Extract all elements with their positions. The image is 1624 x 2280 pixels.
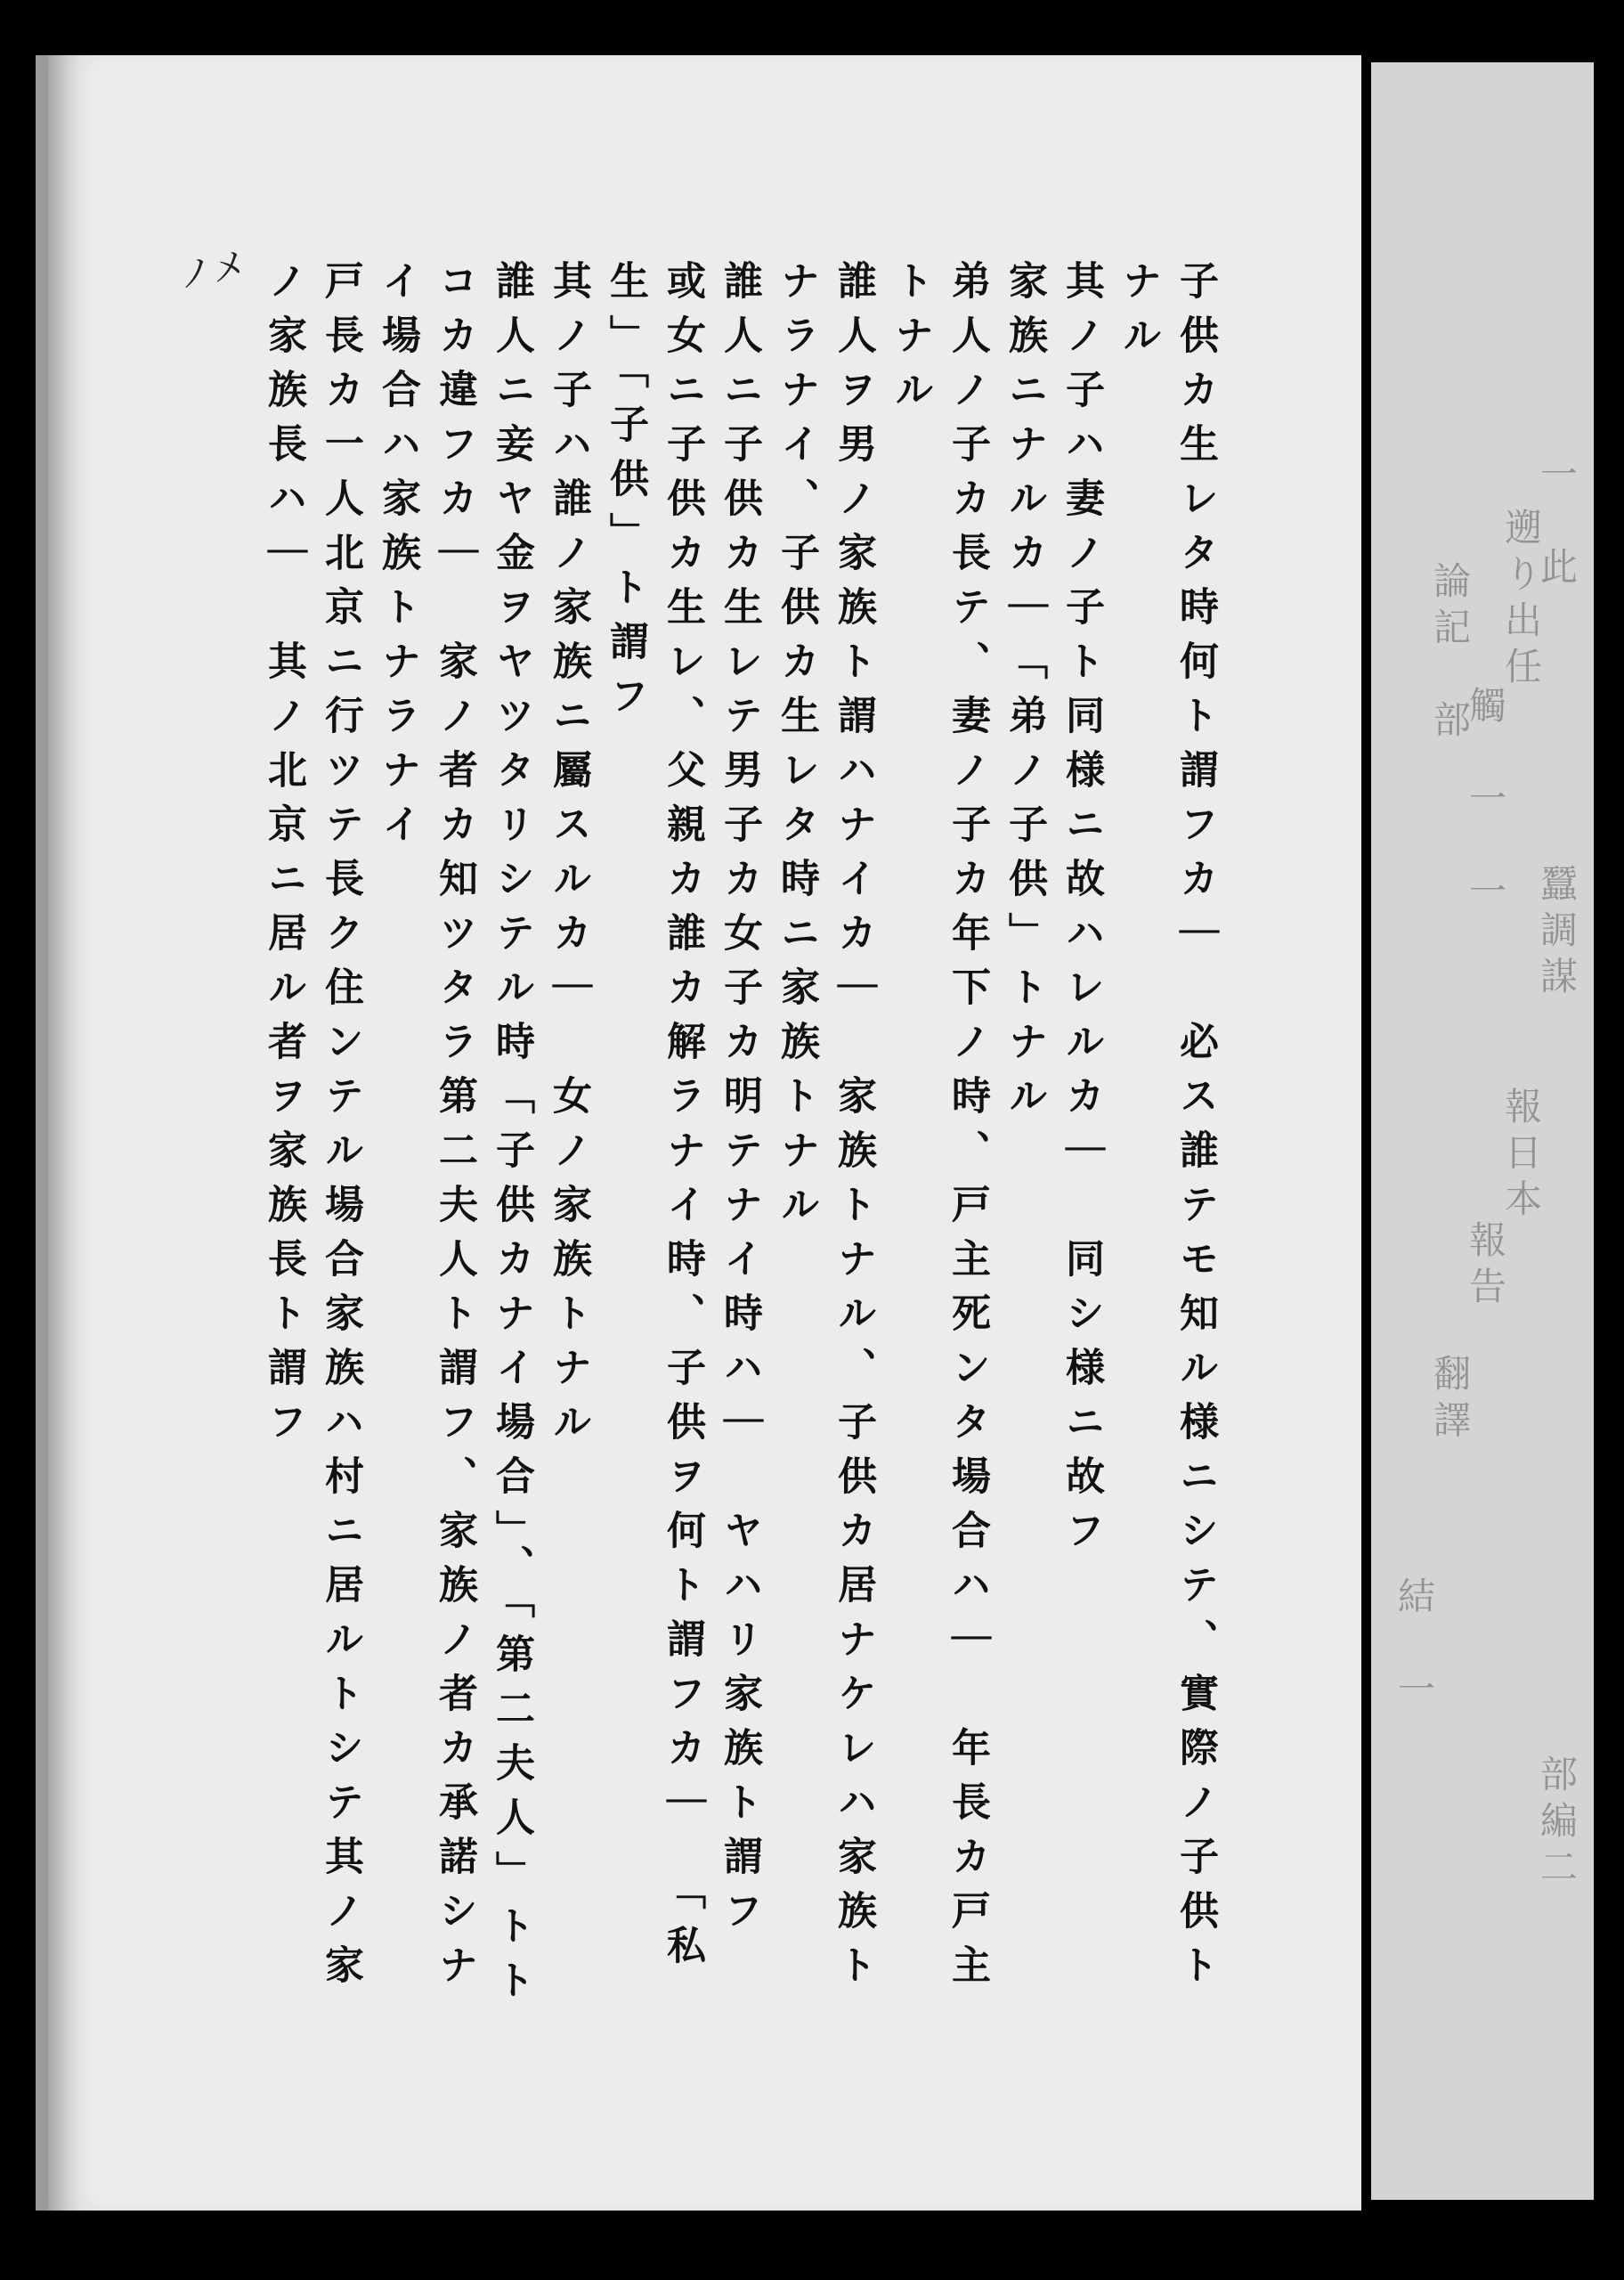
bleed-text: 一 此 — [1535, 454, 1579, 593]
bleed-text: 觸 一 一 — [1464, 686, 1507, 917]
left-page — [36, 55, 1361, 2211]
margin-note: ノメ — [175, 244, 251, 297]
text-line: ノ家族長ハ｜ 其ノ北京ニ居ル者ヲ家族長ト謂フ — [261, 260, 306, 1455]
text-line: 其ノ子ハ妻ノ子ト同様ニ故ハレルカ｜ 同シ様ニ故フ — [1059, 260, 1104, 1564]
text-line: トナル — [888, 260, 933, 423]
bleed-text: 結 一 — [1393, 1576, 1436, 1715]
bleed-text: 報日本 — [1499, 1087, 1543, 1226]
bleed-text: 論記 部 — [1428, 561, 1472, 746]
bleed-text: 遡り出任 — [1499, 508, 1543, 693]
text-line: 誰人ニ子供カ生レテ男子カ女子カ明テナイ時ハ｜ ヤハリ家族ト謂フ — [717, 260, 762, 1944]
text-line: 誰人ニ妾ヤ金ヲヤツタリシテル時「子供カナイ場合」、「第二夫人」トト — [489, 260, 534, 2014]
bleed-text: 翻譯 — [1428, 1354, 1472, 1446]
text-line: ナル — [1116, 260, 1161, 369]
text-line: 生」「子供」ト謂フ — [603, 260, 648, 729]
bleed-text: 蠶調謀 — [1535, 864, 1579, 1003]
text-line: 家族ニナルカ｜「弟ノ子供」トナル — [1002, 260, 1047, 1129]
text-line: ナラナイ、子供カ生レタ時ニ家族トナル — [774, 260, 819, 1238]
bleed-text: 部編二 — [1535, 1755, 1579, 1893]
right-page-edge — [1371, 62, 1594, 2200]
text-line: イ場合ハ家族トナラナイ — [375, 260, 420, 858]
text-line: 誰人ヲ男ノ家族ト謂ハナイカ｜ 家族トナル、子供カ居ナケレハ家族ト — [831, 260, 876, 1999]
text-line: 子供カ生レタ時何ト謂フカ｜ 必ス誰テモ知ル様ニシテ、實際ノ子供ト — [1173, 260, 1218, 1999]
text-line: 其ノ子ハ誰ノ家族ニ屬スルカ｜ 女ノ家族トナル — [546, 260, 591, 1455]
vertical-text-block — [255, 260, 1223, 2086]
text-line: 戸長カ一人北京ニ行ツテ長ク住ンテル場合家族ハ村ニ居ルトシテ其ノ家 — [318, 260, 363, 1999]
text-line: 弟人ノ子カ長テ、妻ノ子カ年下ノ時、戸主死ンタ場合ハ｜ 年長カ戸主 — [945, 260, 990, 1999]
text-line: コカ違フカ｜ 家ノ者カ知ツタラ第二夫人ト謂フ、家族ノ者カ承諾シナ — [432, 260, 477, 1999]
text-line: 或女ニ子供カ生レ、父親カ誰カ解ラナイ時、子供ヲ何ト謂フカ｜ 「私 — [660, 260, 705, 1979]
bleed-text: 報告 — [1464, 1220, 1507, 1313]
